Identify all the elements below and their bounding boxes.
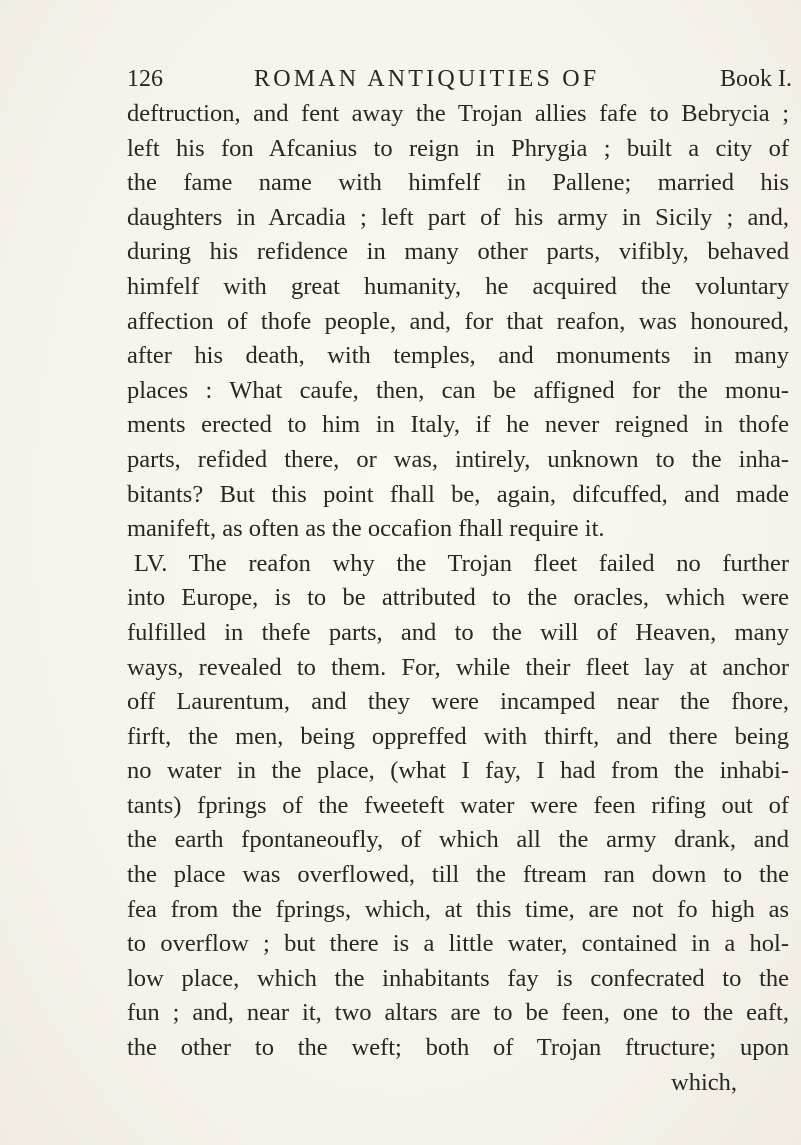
text-line: no water in the place, (what I fay, I had from the inhabi- (127, 757, 789, 785)
text-line: ways, revealed to them. For, while their fleet lay at anchor (127, 653, 789, 681)
text-line: firft, the men, being oppreffed with thirft, and there being (127, 722, 789, 750)
text-line: daughters in Arcadia ; left part of his army in Sicily ; and, (127, 203, 789, 231)
text-line: manifeft, as often as the occafion fhall require it. (127, 515, 605, 543)
text-line: LV. The reafon why the Trojan fleet failed no further (134, 549, 789, 577)
text-line: parts, refided there, or was, intirely, unknown to the inha- (127, 445, 789, 473)
text-line: the other to the weft; both of Trojan ftructure; upon (127, 1034, 789, 1062)
book-label: Book I. (720, 66, 792, 92)
text-line: fun ; and, near it, two altars are to be feen, one to the eaft, (127, 999, 789, 1027)
text-line: low place, which the inhabitants fay is confecrated to the (127, 964, 789, 992)
text-line: the place was overflowed, till the ftream ran down to the (127, 861, 789, 889)
text-line: fulfilled in thefe parts, and to the will of Heaven, many (127, 618, 789, 646)
text-line: tants) fprings of the fweeteft water were feen rifing out of (127, 791, 789, 819)
text-line: affection of thofe people, and, for that reafon, was honoured, (127, 307, 789, 335)
text-line: bitants? But this point fhall be, again, difcuffed, and made (127, 480, 789, 508)
text-line: into Europe, is to be attributed to the oracles, which were (127, 584, 789, 612)
body-text (127, 97, 789, 1100)
text-line: during his refidence in many other parts, vifibly, behaved (127, 238, 789, 266)
page-number: 126 (127, 66, 163, 92)
text-line: the fame name with himfelf in Pallene; married his (127, 169, 789, 197)
text-line: the earth fpontaneoufly, of which all the army drank, and (127, 826, 789, 854)
text-line: after his death, with temples, and monuments in many (127, 342, 789, 370)
running-head (127, 62, 792, 96)
text-line: deftruction, and fent away the Trojan allies fafe to Bebrycia ; (127, 100, 789, 127)
text-line: himfelf with great humanity, he acquired the voluntary (127, 272, 789, 300)
catchword: which, (671, 1068, 737, 1096)
text-line: to overflow ; but there is a little water, contained in a hol- (127, 930, 789, 958)
text-line: fea from the fprings, which, at this time, are not fo high as (127, 895, 789, 923)
text-line: left his fon Afcanius to reign in Phrygia ; built a city of (127, 134, 789, 162)
running-title: ROMAN ANTIQUITIES OF (254, 66, 600, 92)
text-line: places : What caufe, then, can be affigned for the monu- (127, 376, 789, 404)
text-line: ments erected to him in Italy, if he never reigned in thofe (127, 411, 789, 439)
text-line: off Laurentum, and they were incamped near the fhore, (127, 688, 789, 716)
